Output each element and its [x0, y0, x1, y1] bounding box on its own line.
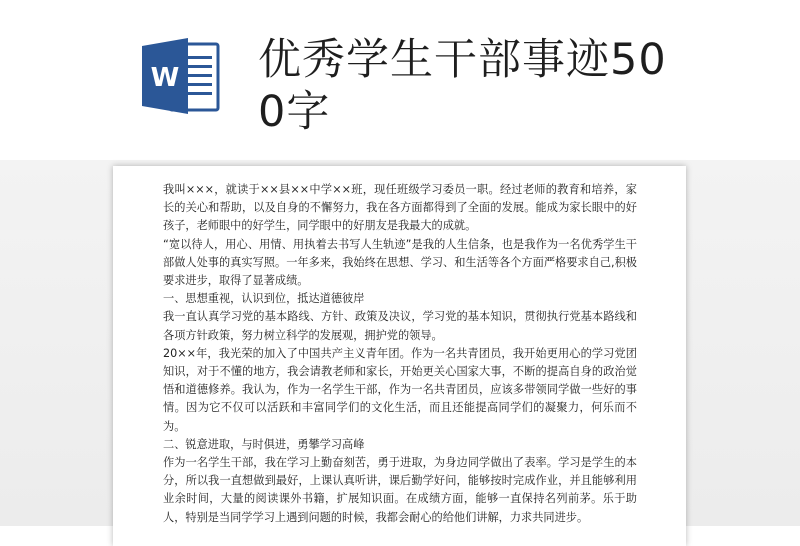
paragraph-league: 20××年，我光荣的加入了中国共产主义青年团。作为一名共青团员，我开始更用心的学习党团知识，对于不懂的地方，我会请教老师和家长，开始更关心国家大事，不断的提高自身的政治觉悟和道德修养。我认为，作为一名学生干部，作为一名共青团员，应该多带领同学做一些好的事情。因为它不仅可以活跃和丰富同学们的文化生活，而且还能提高同学们的凝聚力，何乐而不为。 [163, 346, 637, 433]
section-heading-2: 二、锐意进取，与时俱进，勇攀学习高峰 [163, 437, 365, 451]
word-document-icon [140, 36, 222, 116]
document-page [113, 166, 686, 546]
section-heading-1: 一、思想重视，认识到位，抵达道德彼岸 [163, 292, 365, 306]
paragraph-intro: 我叫×××，就读于××县××中学××班，现任班级学习委员一职。经过老师的教育和培养，家长的关心和帮助，以及自身的不懈努力，我在各方面都得到了全面的发展。能成为家长眼中的好孩子，老师眼中的好学生，同学眼中的好朋友是我最大的成就。 [163, 183, 637, 233]
page-title: 优秀学生干部事迹500字 [258, 35, 667, 137]
paragraph-motto: “宽以待人，用心、用情、用执着去书写人生轨迹”是我的人生信条，也是我作为一名优秀学生干部做人处事的真实写照。一年多来，我始终在思想、学习、和生活等各个方面严格要求自己,积极要求进步，取得了显著成绩。 [163, 237, 637, 288]
document-body [163, 181, 637, 527]
word-icon-letter: W [150, 63, 180, 93]
paragraph-party-study: 我一直认真学习党的基本路线、方针、政策及决议，学习党的基本知识，贯彻执行党基本路线和各项方针政策，努力树立科学的发展观，拥护党的领导。 [163, 310, 637, 342]
header-banner [0, 0, 800, 160]
paragraph-study: 作为一名学生干部，我在学习上勤奋刻苦，勇于进取，为身边同学做出了表率。学习是学生的本分，所以我一直想做到最好，上课认真听讲，课后勤学好问，能够按时完成作业，并且能够利用业余时间，大量的阅读课外书籍，扩展知识面。在成绩方面，能够一直保持名列前茅。乐于助人，特别是当同学学习上遇到问题的时候，我都会耐心的给他们讲解，力求共同进步。 [163, 456, 637, 524]
